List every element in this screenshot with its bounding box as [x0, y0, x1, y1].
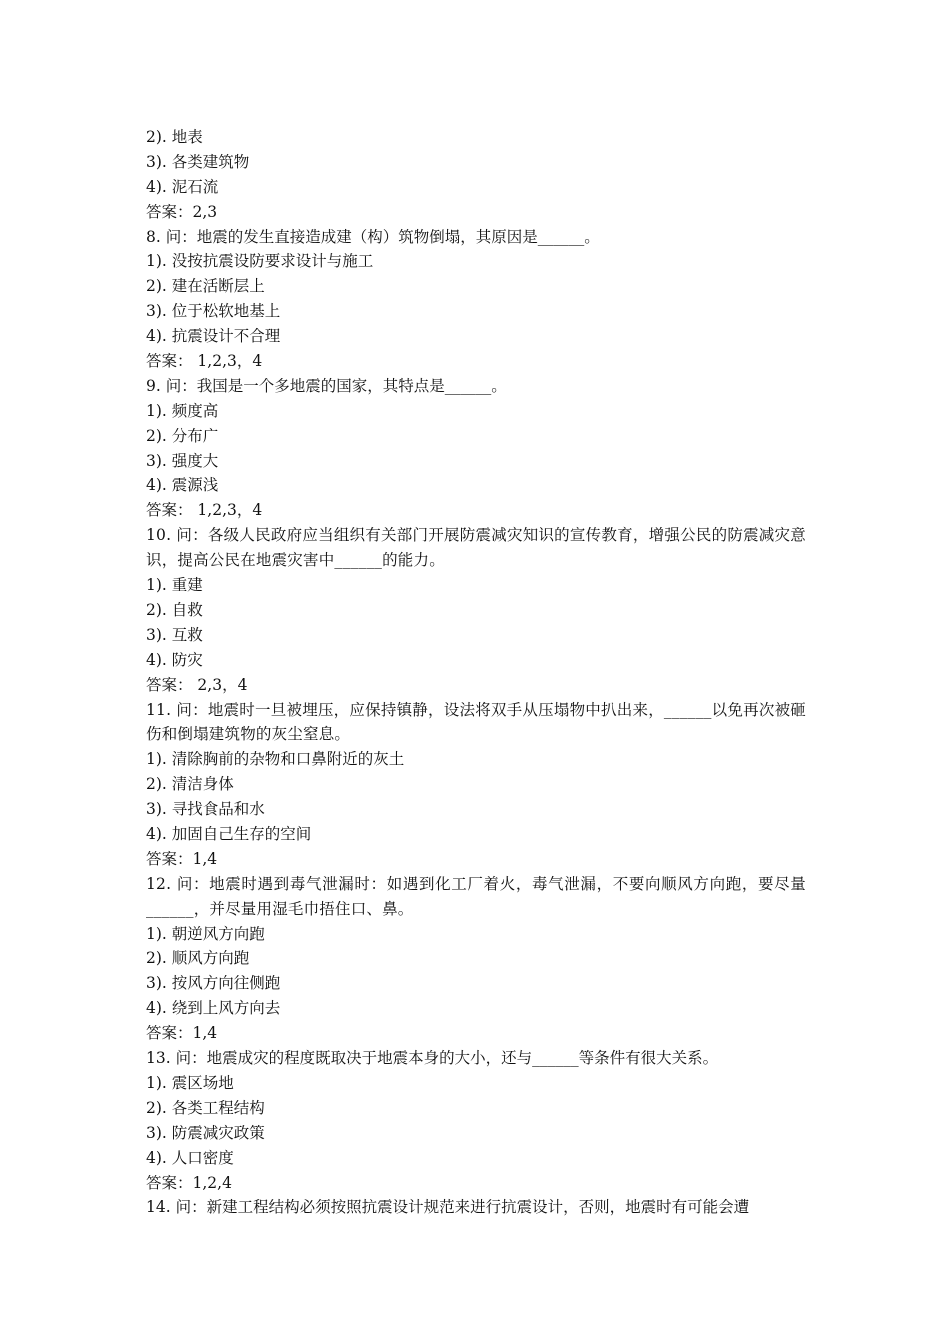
answer-line: 答案：2,3	[146, 202, 218, 221]
answer-line: 答案： 2,3，4	[146, 675, 248, 694]
question-line: 9. 问：我国是一个多地震的国家，其特点是______。	[146, 376, 507, 395]
option-line: 2). 地表	[146, 128, 203, 146]
option-line: 4). 震源浅	[146, 476, 219, 495]
question-line: 8. 问：地震的发生直接造成建（构）筑物倒塌，其原因是______。	[146, 227, 600, 246]
option-line: 2). 清洁身体	[146, 775, 234, 794]
option-line: 4). 绕到上风方向去	[146, 999, 281, 1018]
option-line: 3). 寻找食品和水	[146, 800, 265, 819]
option-line: 1). 频度高	[146, 401, 219, 420]
question-line: 13. 问：地震成灾的程度既取决于地震本身的大小，还与______等条件有很大关系。	[146, 1049, 719, 1068]
option-line: 3). 按风方向往侧跑	[146, 974, 281, 993]
option-line: 2). 各类工程结构	[146, 1098, 265, 1117]
question-line: 14. 问：新建工程结构必须按照抗震设计规范来进行抗震设计，否则，地震时有可能会遭	[146, 1198, 750, 1217]
option-line: 1). 重建	[146, 576, 203, 595]
option-line: 4). 防灾	[146, 650, 203, 669]
option-line: 1). 震区场地	[146, 1073, 234, 1092]
option-line: 2). 建在活断层上	[146, 277, 265, 296]
option-line: 4). 人口密度	[146, 1148, 234, 1167]
answer-line: 答案：1,4	[146, 849, 218, 868]
option-line: 1). 清除胸前的杂物和口鼻附近的灰土	[146, 750, 405, 769]
answer-line: 答案： 1,2,3，4	[146, 352, 263, 371]
option-line: 3). 各类建筑物	[146, 152, 250, 171]
document-body	[146, 125, 806, 1220]
question-line: 12. 问：地震时遇到毒气泄漏时：如遇到化工厂着火，毒气泄漏，不要向顺风方向跑，要尽量______，并尽量用湿毛巾捂住口、鼻。	[146, 874, 806, 918]
option-line: 3). 位于松软地基上	[146, 302, 281, 321]
option-line: 3). 互救	[146, 625, 203, 644]
question-line: 11. 问：地震时一旦被埋压，应保持镇静，设法将双手从压塌物中扒出来，______以免再次被砸伤和倒塌建筑物的灰尘窒息。	[146, 700, 806, 744]
option-line: 3). 防震减灾政策	[146, 1123, 265, 1142]
option-line: 4). 抗震设计不合理	[146, 327, 281, 346]
answer-line: 答案：1,2,4	[146, 1173, 232, 1192]
question-line: 10. 问：各级人民政府应当组织有关部门开展防震减灾知识的宣传教育，增强公民的防震减灾意识，提高公民在地震灾害中______的能力。	[146, 526, 806, 570]
option-line: 1). 朝逆风方向跑	[146, 924, 265, 943]
answer-line: 答案： 1,2,3，4	[146, 501, 263, 520]
option-line: 3). 强度大	[146, 451, 219, 470]
option-line: 2). 分布广	[146, 426, 219, 445]
option-line: 2). 顺风方向跑	[146, 949, 250, 968]
option-line: 1). 没按抗震设防要求设计与施工	[146, 252, 374, 271]
option-line: 4). 加固自己生存的空间	[146, 825, 312, 843]
answer-line: 答案：1,4	[146, 1024, 218, 1043]
option-line: 4). 泥石流	[146, 177, 219, 196]
option-line: 2). 自救	[146, 600, 203, 619]
